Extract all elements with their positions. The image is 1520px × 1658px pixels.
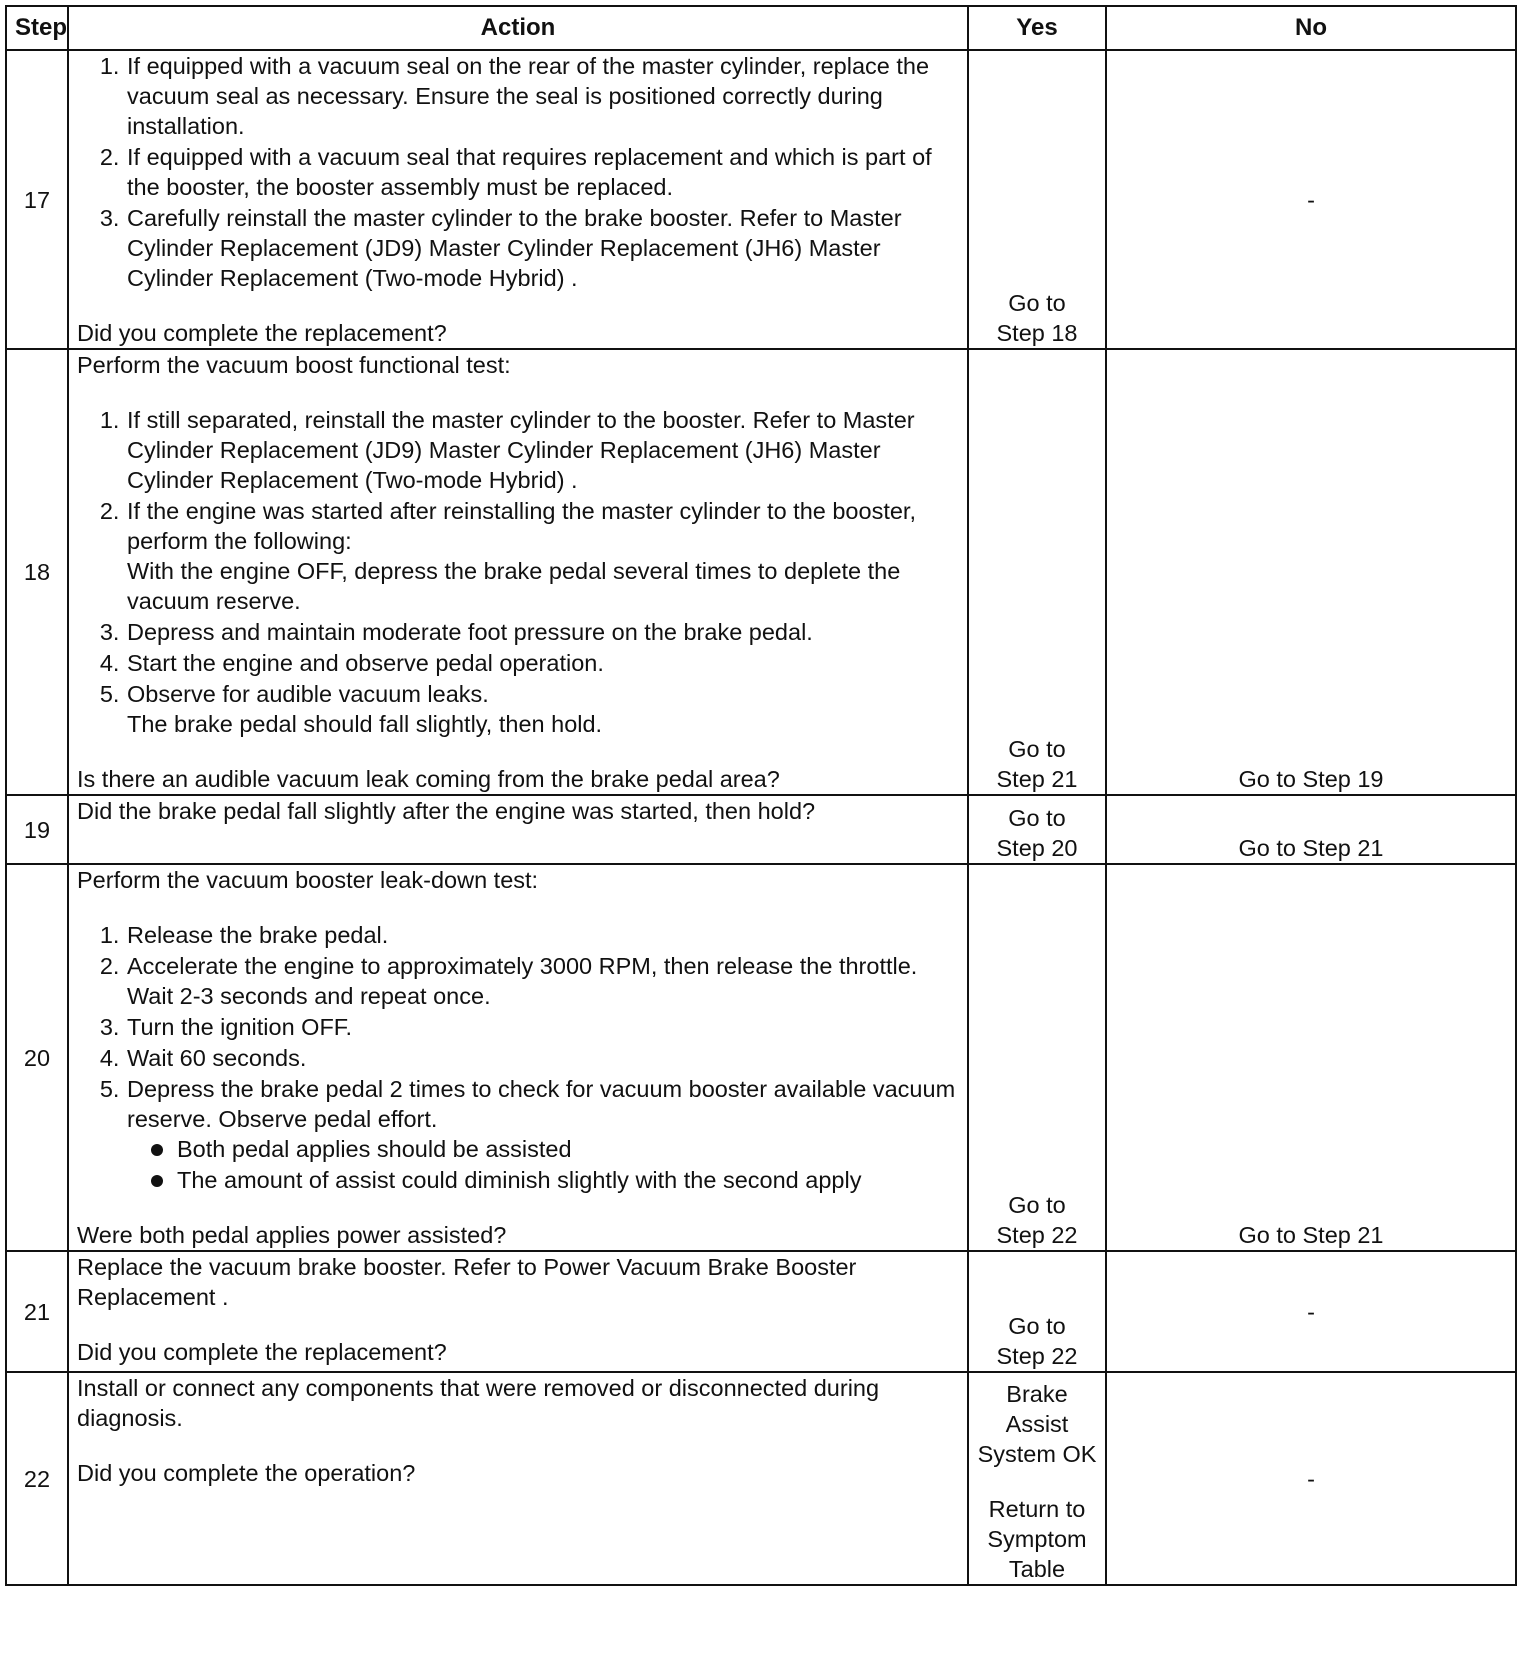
procedure-item: 4. Wait 60 seconds.	[126, 1043, 959, 1073]
yes-result-line: Go to	[1008, 736, 1066, 762]
table-row-step-20	[6, 864, 1516, 1251]
step-number: 19	[6, 795, 68, 864]
table-row-step-19	[6, 795, 1516, 864]
header-step: Step	[6, 6, 68, 50]
question-text: Did the brake pedal fall slightly after the engine was started, then hold?	[77, 798, 816, 824]
step-number: 22	[6, 1372, 68, 1585]
procedure-item-note: With the engine OFF, depress the brake pedal several times to deplete the vacuum reserve.	[127, 558, 901, 614]
procedure-item: 3. Carefully reinstall the master cylinder to the brake booster. Refer to Master Cylinder Replacement (JD9) Master Cylinder Replacement (JH6) Master Cylinder Replacement (Two-mode Hybrid) .	[126, 203, 959, 293]
yes-result-line: Step 21	[996, 766, 1078, 792]
procedure-item-text: If the engine was started after reinstalling the master cylinder to the booster, perform the following:	[127, 498, 916, 554]
yes-cell	[968, 795, 1106, 864]
procedure-item: 1. If equipped with a vacuum seal on the rear of the master cylinder, replace the vacuum seal as necessary. Ensure the seal is positioned correctly during installation.	[126, 51, 959, 141]
yes-result-line: Symptom	[987, 1526, 1087, 1552]
yes-cell	[968, 864, 1106, 1251]
yes-cell	[968, 1251, 1106, 1372]
procedure-item: 3. Turn the ignition OFF.	[126, 1012, 959, 1042]
yes-result-line: Assist	[1005, 1411, 1069, 1437]
step-number: 17	[6, 50, 68, 349]
action-cell	[68, 349, 968, 795]
question-text: Did you complete the operation?	[77, 1460, 416, 1486]
action-cell	[68, 795, 968, 864]
table-row-step-22	[6, 1372, 1516, 1585]
table-header-row	[6, 6, 1516, 50]
yes-result-line: Step 20	[996, 835, 1078, 861]
no-cell: Go to Step 21	[1106, 795, 1516, 864]
procedure-list	[77, 51, 959, 293]
bullet-item: The amount of assist could diminish slightly with the second apply	[176, 1165, 959, 1195]
yes-cell	[968, 50, 1106, 349]
step-number: 18	[6, 349, 68, 795]
no-cell: Go to Step 21	[1106, 864, 1516, 1251]
procedure-item-note: The brake pedal should fall slightly, then hold.	[127, 711, 603, 737]
procedure-item: 1. If still separated, reinstall the master cylinder to the booster. Refer to Master Cylinder Replacement (JD9) Master Cylinder Replacement (JH6) Master Cylinder Replacement (Two-mode Hybrid) .	[126, 405, 959, 495]
yes-result-line: Step 22	[996, 1222, 1078, 1248]
no-cell: -	[1106, 50, 1516, 349]
procedure-list	[77, 405, 959, 739]
yes-result-line: Go to	[1008, 805, 1066, 831]
question-text: Did you complete the replacement?	[77, 1339, 447, 1365]
action-cell	[68, 1251, 968, 1372]
procedure-item	[126, 496, 959, 616]
no-cell: -	[1106, 1372, 1516, 1585]
question-text: Did you complete the replacement?	[77, 320, 447, 346]
diagnostic-table	[5, 5, 1517, 1586]
header-yes: Yes	[968, 6, 1106, 50]
no-cell: Go to Step 19	[1106, 349, 1516, 795]
action-text: Install or connect any components that were removed or disconnected during diagnosis.	[77, 1375, 880, 1431]
yes-result-line: Step 18	[996, 320, 1078, 346]
procedure-item: 1. Release the brake pedal.	[126, 920, 959, 950]
bullet-list	[127, 1134, 959, 1195]
yes-result-line: Go to	[1008, 290, 1066, 316]
no-cell: -	[1106, 1251, 1516, 1372]
yes-result-line: Go to	[1008, 1313, 1066, 1339]
procedure-item: 2. Accelerate the engine to approximately 3000 RPM, then release the throttle. Wait 2-3 seconds and repeat once.	[126, 951, 959, 1011]
table-row-step-21	[6, 1251, 1516, 1372]
procedure-item: 2. If equipped with a vacuum seal that requires replacement and which is part of the booster, the booster assembly must be replaced.	[126, 142, 959, 202]
yes-result-line: System OK	[977, 1441, 1097, 1467]
bullet-item: Both pedal applies should be assisted	[176, 1134, 959, 1164]
diagnostic-page	[5, 5, 1517, 1586]
action-cell	[68, 50, 968, 349]
action-text: Replace the vacuum brake booster. Refer to Power Vacuum Brake Booster Replacement .	[77, 1254, 857, 1310]
procedure-intro: Perform the vacuum boost functional test:	[77, 352, 511, 378]
yes-result-line: Go to	[1008, 1192, 1066, 1218]
procedure-item-text: Observe for audible vacuum leaks.	[127, 681, 489, 707]
yes-result-line: Table	[1008, 1556, 1066, 1582]
procedure-item	[126, 679, 959, 739]
yes-cell	[968, 349, 1106, 795]
procedure-intro: Perform the vacuum booster leak-down test:	[77, 867, 539, 893]
procedure-item: 4. Start the engine and observe pedal operation.	[126, 648, 959, 678]
step-number: 20	[6, 864, 68, 1251]
yes-cell	[968, 1372, 1106, 1585]
procedure-item-text: Depress the brake pedal 2 times to check for vacuum booster available vacuum reserve. Observe pedal effort.	[127, 1076, 956, 1132]
question-text: Were both pedal applies power assisted?	[77, 1222, 507, 1248]
header-action: Action	[68, 6, 968, 50]
action-cell	[68, 864, 968, 1251]
spacer	[977, 1469, 1097, 1494]
question-text: Is there an audible vacuum leak coming from the brake pedal area?	[77, 766, 780, 792]
yes-result-line: Return to	[988, 1496, 1086, 1522]
header-no: No	[1106, 6, 1516, 50]
step-number: 21	[6, 1251, 68, 1372]
procedure-list	[77, 920, 959, 1195]
action-cell	[68, 1372, 968, 1585]
procedure-item: 3. Depress and maintain moderate foot pressure on the brake pedal.	[126, 617, 959, 647]
table-row-step-17	[6, 50, 1516, 349]
table-row-step-18	[6, 349, 1516, 795]
yes-result-line: Brake	[1006, 1381, 1068, 1407]
yes-result-line: Step 22	[996, 1343, 1078, 1369]
procedure-item	[126, 1074, 959, 1195]
